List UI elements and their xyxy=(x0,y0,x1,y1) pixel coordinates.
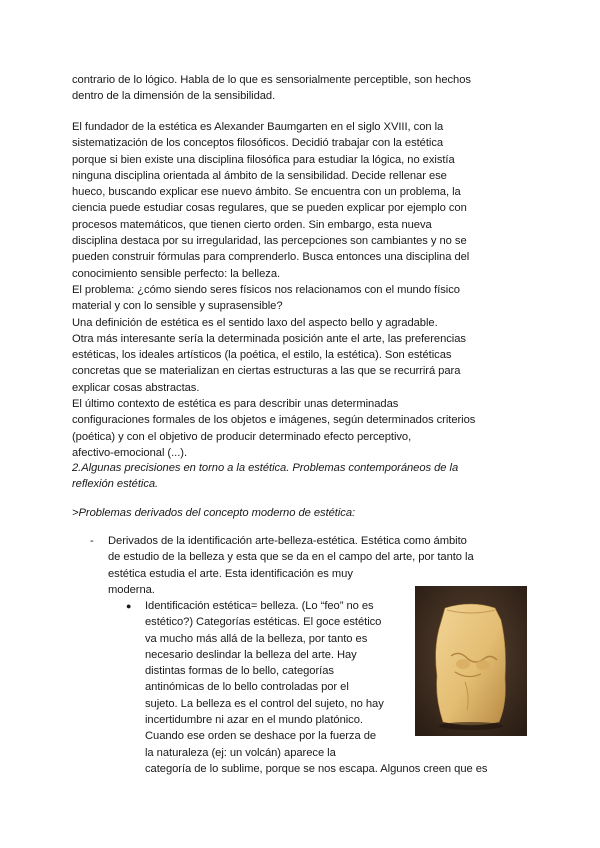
text-line: hueco, buscando explicar ese nuevo ámbito. Se encuentra con un problema, la xyxy=(72,186,461,199)
list-dash-marker: - xyxy=(90,535,94,547)
text-line: distintas formas de lo bello, categorías xyxy=(145,665,334,678)
text-line: sujeto. La belleza es el control del sujeto, no hay xyxy=(145,697,384,710)
text-line: moderna. xyxy=(108,583,155,596)
bullet-marker: ● xyxy=(126,601,132,611)
text-line: contrario de lo lógico. Habla de lo que es sensorialmente perceptible, son hechos xyxy=(72,74,471,86)
text-line: conocimiento sensible perfecto: la belleza. xyxy=(72,267,281,280)
text-line: concretas que se materializan en ciertas estructuras a las que se recurrirá para xyxy=(72,365,461,378)
text-line: estética estudia el arte. Esta identificación es muy xyxy=(108,567,353,580)
heading-line: reflexión estética. xyxy=(72,478,159,491)
text-line: ciencia puede estudiar cosas regulares, que se pueden explicar por ejemplo con xyxy=(72,202,467,215)
text-line: Cuando ese orden se deshace por la fuerza de xyxy=(145,730,377,743)
text-line: dentro de la dimensión de la sensibilidad. xyxy=(72,90,276,103)
text-line: estéticas, los ideales artísticos (la poética, el estilo, la estética). Son estéticas xyxy=(72,349,452,362)
text-line: estético?) Categorías estéticas. El goce estético xyxy=(145,616,382,629)
text-line: Derivados de la identificación arte-belleza-estética. Estética como ámbito xyxy=(108,535,467,547)
text-line: explicar cosas abstractas. xyxy=(72,381,200,394)
text-line: ninguna disciplina orientada al ámbito de la sensibilidad. Decide rellenar ese xyxy=(72,169,447,182)
text-line: la naturaleza (ej: un volcán) aparece la xyxy=(145,746,336,759)
sculpture-photo xyxy=(415,586,527,736)
paragraph-baumgarten xyxy=(72,119,532,461)
text-line: incertidumbre ni azar en el mundo platónico. xyxy=(145,714,363,727)
text-line: disciplina destaca por su irregularidad, las percepciones son cambiantes y no se xyxy=(72,235,467,248)
text-line: va mucho más allá de la belleza, por tanto es xyxy=(145,632,368,645)
subsection-heading xyxy=(72,505,532,521)
text-line: afectivo-emocional (...). xyxy=(72,446,188,459)
text-line: Identificación estética= belleza. (Lo “feo” no es xyxy=(145,600,374,612)
text-line: procesos matemáticos, que tienen cierto orden. Sin embargo, esta nueva xyxy=(72,218,432,231)
text-line: antinómicas de lo bello controladas por el xyxy=(145,681,349,694)
text-line: porque si bien existe una disciplina filosófica para estudiar la lógica, no existía xyxy=(72,153,455,166)
subheading-line: >Problemas derivados del concepto moderno de estética: xyxy=(72,507,356,519)
text-line: necesario deslindar la belleza del arte. Hay xyxy=(145,648,357,661)
paragraph-intro-continuation xyxy=(72,72,532,105)
text-line: pueden construir fórmulas para comprenderlo. Busca entonces una disciplina del xyxy=(72,251,470,264)
text-line: configuraciones formales de los objetos e imágenes, según determinados criterios xyxy=(72,414,476,427)
text-line: El problema: ¿cómo siendo seres físicos nos relacionamos con el mundo físico xyxy=(72,283,460,296)
text-line: El último contexto de estética es para describir unas determinadas xyxy=(72,398,399,411)
text-line: El fundador de la estética es Alexander Baumgarten en el siglo XVIII, con la xyxy=(72,121,444,133)
text-line: sistematización de los conceptos filosóficos. Decidió trabajar con la estética xyxy=(72,137,444,150)
text-line: Una definición de estética es el sentido laxo del aspecto bello y agradable. xyxy=(72,316,438,329)
section-heading xyxy=(72,460,532,493)
text-line: (poética) y con el objetivo de producir determinado efecto perceptivo, xyxy=(72,430,412,443)
heading-line: 2.Algunas precisiones en torno a la estética. Problemas contemporáneos de la xyxy=(72,462,459,474)
text-line: de estudio de la belleza y esta que se da en el campo del arte, por tanto la xyxy=(108,551,474,564)
text-line: categoría de lo sublime, porque se nos escapa. Algunos creen que es xyxy=(145,762,488,775)
text-line: material y con lo sensible y suprasensible? xyxy=(72,300,283,313)
text-line: Otra más interesante sería la determinada posición ante el arte, las preferencias xyxy=(72,332,466,345)
